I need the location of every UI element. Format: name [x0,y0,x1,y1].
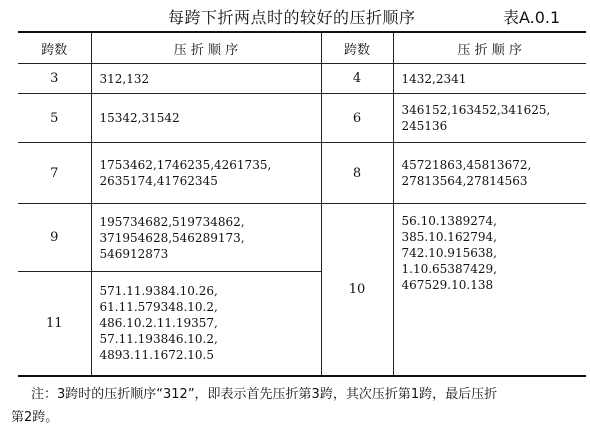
sequence-line: 1753462,1746235,4261735, [99,158,272,172]
span-cell: 3 [18,64,91,94]
sequence-cell [393,143,586,204]
table-number: 表A.0.1 [503,8,561,27]
sequence-line: 2635174,41762345 [99,174,218,188]
sequence-line: 385.10.162794, [401,230,497,244]
header-span-right: 跨数 [321,32,393,64]
sequence-cell [393,94,586,143]
sequence-line: 486.10.2.11.19357, [99,316,218,331]
sequence-line: 57.11.193846.10.2, [99,332,218,347]
span-cell: 5 [18,94,91,143]
sequence-line: 571.11.9384.10.26, [99,284,218,299]
sequence-line: 346152,163452,341625, [401,103,551,117]
span-cell: 6 [321,94,393,143]
table-row [18,64,586,94]
table-footnote [11,383,581,429]
table-title: 每跨下折两点时的较好的压折顺序 [168,8,416,27]
sequence-line: 245136 [401,119,448,133]
table-title-bar [0,4,590,26]
sequence-line: 56.10.1389274, [401,214,497,228]
sequence-cell [91,94,321,143]
span-cell: 8 [321,143,393,204]
header-row [18,32,586,64]
sequence-line: 1432,2341 [401,71,467,86]
sequence-line: 1.10.65387429, [401,262,497,276]
sequence-line: 27813564,27814563 [401,174,528,188]
sequence-line: 546912873 [99,246,169,261]
sequence-cell [393,64,586,94]
sequence-line: 4893.11.1672.10.5 [99,348,215,363]
span-cell: 11 [18,272,91,376]
footnote-line: 第2跨。 [11,410,59,425]
table-row [18,143,586,204]
header-span-left: 跨数 [18,32,91,64]
span-cell: 4 [321,64,393,94]
sequence-cell-merged [393,204,586,376]
sequence-cell [91,64,321,94]
span-cell: 7 [18,143,91,204]
span-cell-merged: 10 [321,204,393,376]
span-cell: 9 [18,204,91,272]
header-sequence-left: 压 折 顺 序 [91,32,321,64]
header-sequence-right: 压 折 顺 序 [393,32,586,64]
sequence-cell [91,143,321,204]
sequence-line: 467529.10.138 [401,278,494,292]
sequence-cell [91,204,321,272]
sequence-cell [91,272,321,376]
sequence-line: 371954628,546289173, [99,230,245,245]
sequence-line: 195734682,519734862, [99,214,245,229]
footnote-line: 注：3跨时的压折顺序“312”，即表示首先压折第3跨，其次压折第1跨，最后压折 [31,387,498,402]
sequence-line: 312,132 [99,71,150,86]
sequence-line: 15342,31542 [99,111,180,125]
sequence-line: 45721863,45813672, [401,158,532,172]
sequence-line: 742.10.915638, [401,246,497,260]
table-row [18,94,586,143]
table-row [18,204,586,272]
folding-sequence-table [18,31,586,377]
sequence-line: 61.11.579348.10.2, [99,300,218,315]
